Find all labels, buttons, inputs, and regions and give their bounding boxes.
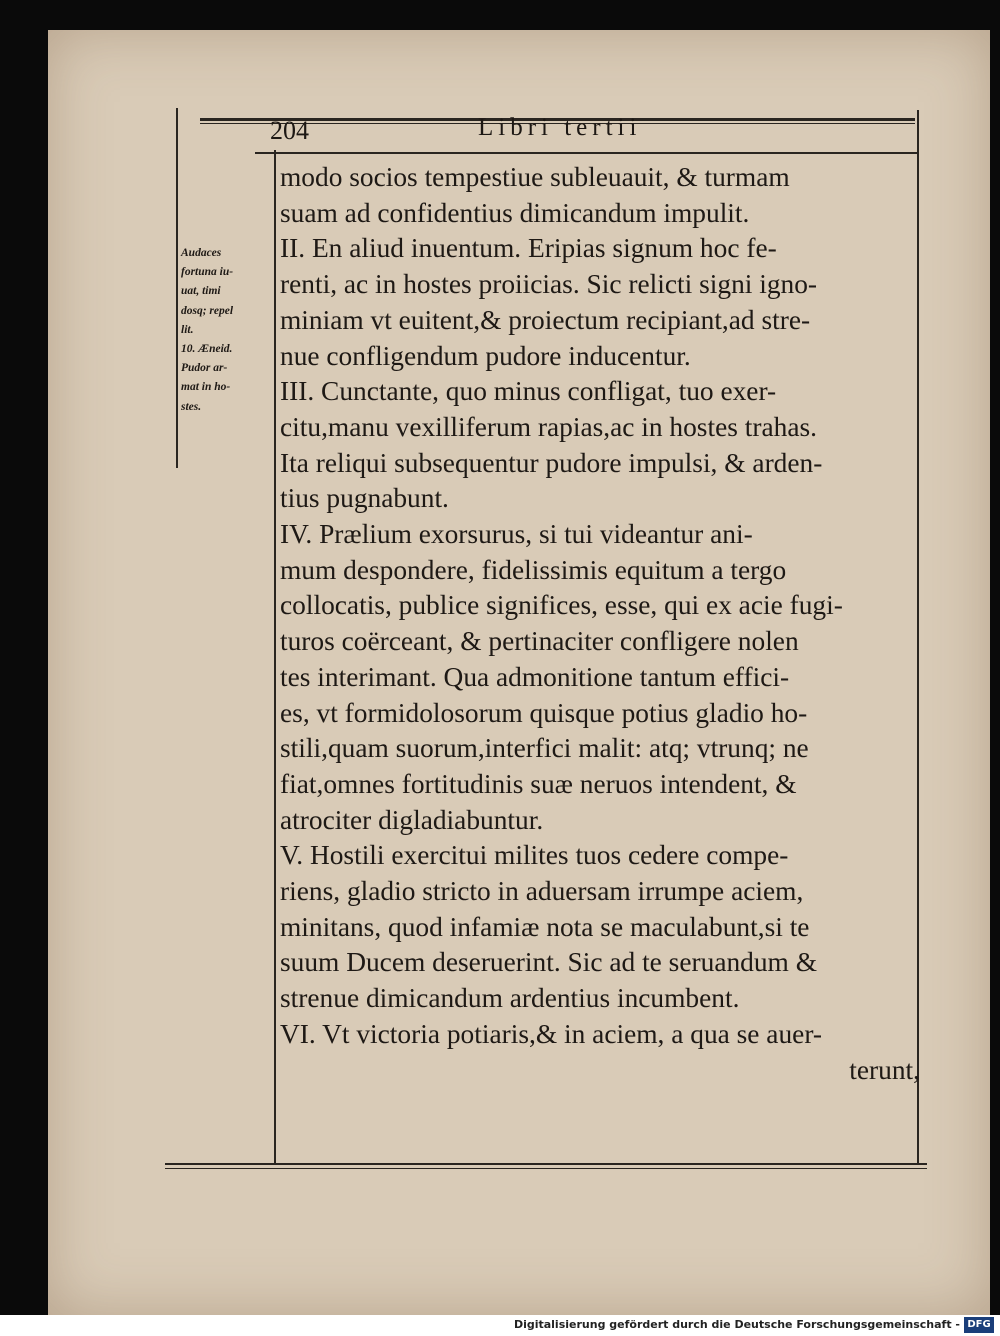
bottom-rule bbox=[165, 1163, 927, 1165]
margin-divider-rule bbox=[274, 150, 276, 1165]
text-line: fiat,omnes fortitudinis suæ neruos intendent, & bbox=[280, 768, 797, 799]
text-line: tes interimant. Qua admonitione tantum effici- bbox=[280, 661, 790, 692]
text-line: VI. Vt victoria potiaris,& in aciem, a qua se auer- bbox=[280, 1018, 823, 1049]
page-number: 204 bbox=[270, 116, 309, 145]
funding-credit: Digitalisierung gefördert durch die Deutsche Forschungsgemeinschaft - bbox=[513, 1318, 960, 1331]
dfg-logo: DFG bbox=[964, 1317, 994, 1333]
text-line: es, vt formidolosorum quisque potius gladio ho- bbox=[280, 697, 808, 728]
margin-note-line: lit. bbox=[181, 323, 194, 336]
marginal-notes bbox=[181, 244, 271, 417]
text-line: strenue dimicandum ardentius incumbent. bbox=[280, 983, 740, 1014]
text-line: collocatis, publice significes, esse, qui ex acie fugi- bbox=[280, 590, 843, 621]
text-line: mum despondere, fidelissimis equitum a tergo bbox=[280, 554, 787, 585]
margin-note-line: Audaces bbox=[181, 247, 222, 259]
bottom-rule-thin bbox=[165, 1168, 927, 1169]
text-line: nue confligendum pudore inducentur. bbox=[280, 340, 691, 371]
margin-note-line: fortuna iu- bbox=[181, 266, 234, 279]
running-head: Libri tertii bbox=[478, 114, 642, 141]
text-line: atrociter digladiabuntur. bbox=[280, 804, 544, 835]
margin-left-rule bbox=[176, 108, 178, 468]
text-line: miniam vt euitent,& proiectum recipiant,ad stre- bbox=[280, 304, 811, 335]
text-line: modo socios tempestiue subleuauit, & turmam bbox=[280, 162, 790, 192]
margin-note-line: 10. Æneid. bbox=[181, 343, 233, 356]
body-text bbox=[280, 160, 920, 1088]
text-line: IV. Prælium exorsurus, si tui videantur ani- bbox=[280, 519, 753, 550]
margin-note-line: mat in ho- bbox=[181, 381, 231, 394]
footer-bar bbox=[0, 1315, 1000, 1336]
text-line: riens, gladio stricto in aduersam irrumpe aciem, bbox=[280, 876, 804, 907]
text-line: Ita reliqui subsequentur pudore impulsi, & arden- bbox=[280, 447, 823, 478]
text-line: stili,quam suorum,interfici malit: atq; vtrunq; ne bbox=[280, 733, 809, 764]
margin-note-line: uat, timi bbox=[181, 285, 221, 298]
text-line: V. Hostili exercitui milites tuos cedere compe- bbox=[280, 840, 789, 871]
text-line: turos coërceant, & pertinaciter confligere nolen bbox=[280, 626, 799, 657]
text-line: tius pugnabunt. bbox=[280, 483, 449, 514]
text-line: II. En aliud inuentum. Eripias signum hoc fe- bbox=[280, 233, 777, 264]
margin-note-line: Pudor ar- bbox=[181, 362, 228, 375]
margin-note-line: dosq; repel bbox=[181, 304, 234, 317]
text-line: minitans, quod infamiæ nota se maculabunt,si te bbox=[280, 911, 810, 942]
text-line: citu,manu vexilliferum rapias,ac in hostes trahas. bbox=[280, 411, 817, 442]
margin-note-line: stes. bbox=[181, 400, 202, 413]
header-rule bbox=[255, 152, 918, 154]
text-line: renti, ac in hostes proiicias. Sic relicti signi igno- bbox=[280, 269, 818, 300]
catchword: terunt, bbox=[849, 1054, 920, 1085]
text-line: suum Ducem deseruerint. Sic ad te seruandum & bbox=[280, 947, 818, 978]
text-line: III. Cunctante, quo minus confligat, tuo exer- bbox=[280, 376, 777, 407]
text-line: suam ad confidentius dimicandum impulit. bbox=[280, 197, 750, 228]
